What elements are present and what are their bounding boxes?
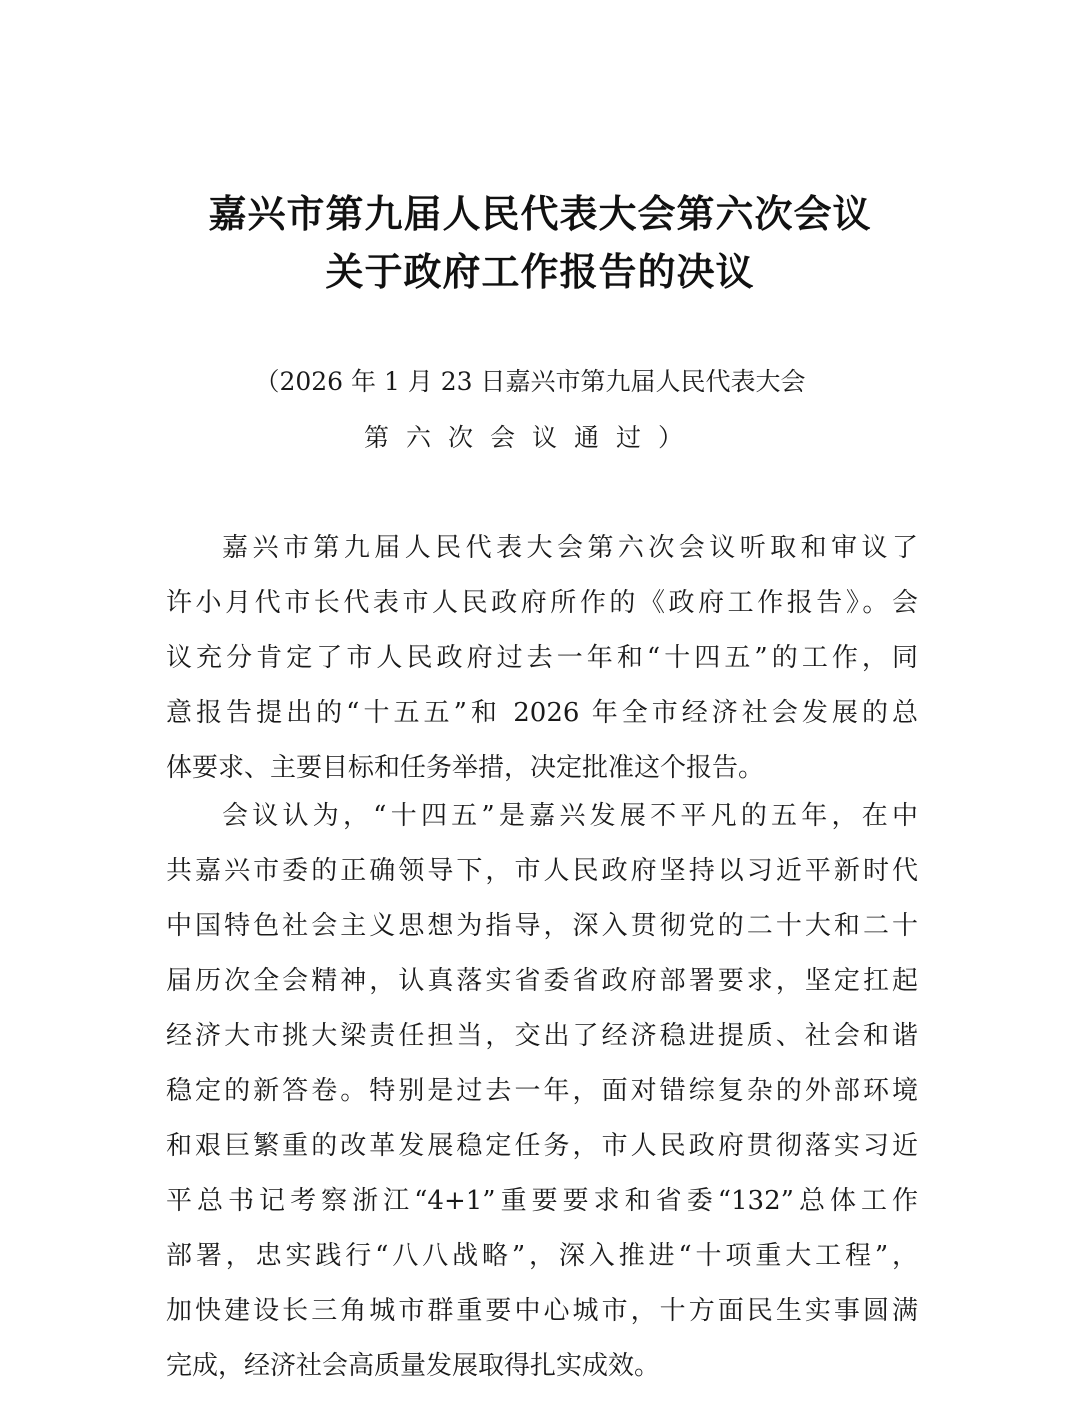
paragraph-line: 届历次全会精神，认真落实省委省政府部署要求，坚定扛起 (166, 966, 918, 996)
paragraph-line: 许小月代市长代表市人民政府所作的《政府工作报告》。会 (166, 588, 918, 618)
paragraph-line: 意报告提出的“十五五”和 2026 年全市经济社会发展的总 (166, 698, 918, 728)
document-title-line-1: 嘉兴市第九届人民代表大会第六次会议 (208, 192, 872, 236)
paragraph-line: 中国特色社会主义思想为指导，深入贯彻党的二十大和二十 (166, 911, 918, 941)
paragraph-line: 会议认为，“十四五”是嘉兴发展不平凡的五年，在中 (222, 801, 918, 831)
paragraph-line: 共嘉兴市委的正确领导下，市人民政府坚持以习近平新时代 (166, 856, 918, 886)
paragraph-line: 加快建设长三角城市群重要中心城市，十方面民生实事圆满 (166, 1296, 918, 1326)
paragraph-line: 嘉兴市第九届人民代表大会第六次会议听取和审议了 (222, 533, 918, 563)
paragraph-line: 和艰巨繁重的改革发展稳定任务，市人民政府贯彻落实习近 (166, 1131, 918, 1161)
paragraph-line: 稳定的新答卷。特别是过去一年，面对错综复杂的外部环境 (166, 1076, 918, 1106)
paragraph-line: 经济大市挑大梁责任担当，交出了经济稳进提质、社会和谐 (166, 1021, 918, 1051)
paragraph-line: 部署，忠实践行“八八战略”，深入推进“十项重大工程”， (166, 1241, 918, 1271)
adoption-note-line-2: 第六次会议通过） (363, 423, 700, 452)
paragraph-line: 平总书记考察浙江“4+1”重要要求和省委“132”总体工作 (166, 1186, 918, 1216)
paragraph-line: 完成，经济社会高质量发展取得扎实成效。 (166, 1351, 661, 1381)
paragraph-line: 议充分肯定了市人民政府过去一年和“十四五”的工作，同 (166, 643, 918, 673)
adoption-note-line-1: （2026 年 1 月 23 日嘉兴市第九届人民代表大会 (254, 367, 806, 396)
document-title-line-2: 关于政府工作报告的决议 (325, 250, 755, 294)
paragraph-line: 体要求、主要目标和任务举措，决定批准这个报告。 (166, 753, 765, 783)
